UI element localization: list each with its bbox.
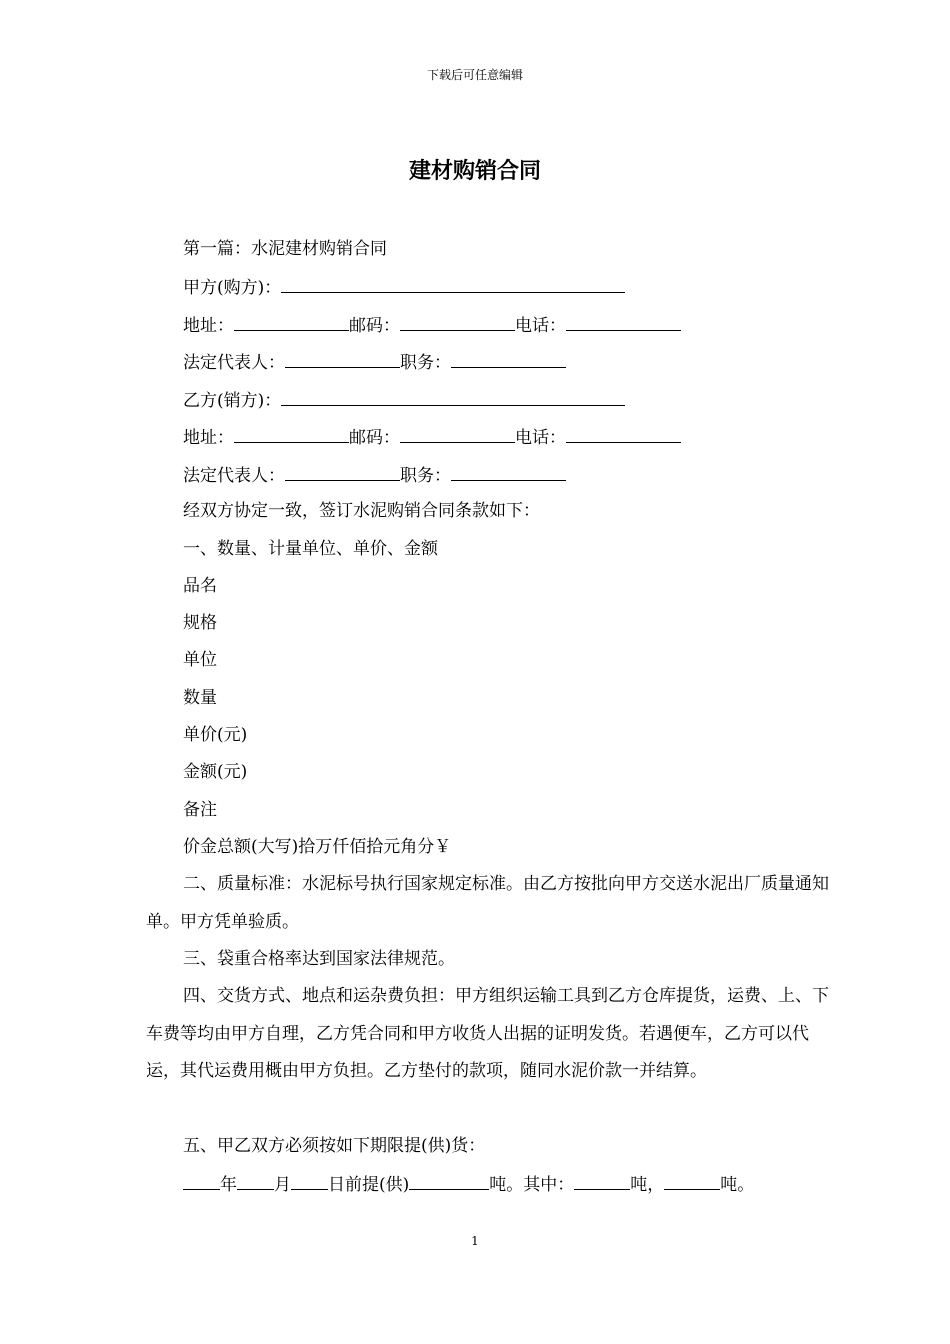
item-field-unit-price: 单价(元): [183, 725, 248, 745]
party-a-line: [183, 274, 625, 300]
rep-label: 法定代表人：: [183, 353, 285, 373]
clause1-title: 一、数量、计量单位、单价、金额: [183, 539, 438, 559]
item-field-name: 品名: [183, 576, 217, 596]
party-b-name-blank: [281, 387, 625, 406]
document-title: 建材购销合同: [408, 158, 541, 184]
clause4: 四、交货方式、地点和运杂费负担：甲方组织运输工具到乙方仓库提货，运费、上、下车费等均由甲方自理，乙方凭合同和甲方收货人出据的证明发货。若遇便车，乙方可以代运，其代运费用概由甲方负担。乙方垫付的款项，随同水泥价款一并结算。: [146, 986, 829, 1081]
phone-label: 电话：: [515, 316, 566, 336]
section-title: 第一篇：水泥建材购销合同: [183, 239, 387, 259]
postcode-blank: [400, 312, 515, 331]
agreement-intro: 经双方协定一致，签订水泥购销合同条款如下：: [183, 501, 540, 521]
rep-blank: [285, 462, 400, 481]
phone-label: 电话：: [515, 428, 566, 448]
position-blank: [451, 462, 566, 481]
item-field-remark: 备注: [183, 800, 217, 820]
header-note: 下载后可任意编辑: [426, 68, 523, 82]
rep-blank: [285, 349, 400, 368]
day-label: 日前提(供): [328, 1175, 410, 1195]
address-label: 地址：: [183, 316, 234, 336]
position-blank: [451, 349, 566, 368]
page-number: 1: [471, 1234, 479, 1248]
party-a-address-line: [183, 312, 681, 338]
total-amount: 价金总额(大写)拾万仟佰拾元角分￥: [183, 837, 452, 857]
party-a-name-blank: [281, 274, 625, 293]
party-b-rep-line: [183, 462, 566, 488]
clause5: 五、甲乙双方必须按如下期限提(供)货：: [183, 1136, 486, 1156]
postcode-blank: [400, 424, 515, 443]
party-b-address-line: [183, 424, 681, 450]
item-field-unit: 单位: [183, 650, 217, 670]
month-label: 月: [274, 1175, 291, 1195]
address-label: 地址：: [183, 428, 234, 448]
address-blank: [234, 424, 349, 443]
party-b-label: 乙方(销方)：: [183, 391, 282, 411]
position-label: 职务：: [400, 353, 451, 373]
position-label: 职务：: [400, 466, 451, 486]
month-blank: [237, 1171, 274, 1190]
ton-part2-blank: [664, 1171, 720, 1190]
year-label: 年: [220, 1175, 237, 1195]
item-field-quantity: 数量: [183, 688, 217, 708]
phone-blank: [566, 424, 681, 443]
address-blank: [234, 312, 349, 331]
year-blank: [183, 1171, 220, 1190]
ton-part1-blank: [574, 1171, 630, 1190]
ton-part1-label: 吨，: [630, 1175, 665, 1195]
item-field-spec: 规格: [183, 613, 217, 633]
ton-part2-label: 吨。: [720, 1175, 755, 1195]
postcode-label: 邮码：: [349, 316, 400, 336]
rep-label: 法定代表人：: [183, 466, 285, 486]
item-field-amount: 金额(元): [183, 762, 248, 782]
ton-total-blank: [409, 1171, 489, 1190]
day-blank: [291, 1171, 328, 1190]
delivery-line: [183, 1171, 754, 1197]
clause2: 二、质量标准：水泥标号执行国家规定标准。由乙方按批向甲方交送水泥出厂质量通知单。甲方凭单验质。: [146, 874, 829, 932]
party-b-line: [183, 387, 625, 413]
phone-blank: [566, 312, 681, 331]
party-a-rep-line: [183, 349, 566, 375]
clause3: 三、袋重合格率达到国家法律规范。: [183, 949, 455, 969]
ton-total-label: 吨。其中：: [489, 1175, 575, 1195]
postcode-label: 邮码：: [349, 428, 400, 448]
party-a-label: 甲方(购方)：: [183, 278, 282, 298]
